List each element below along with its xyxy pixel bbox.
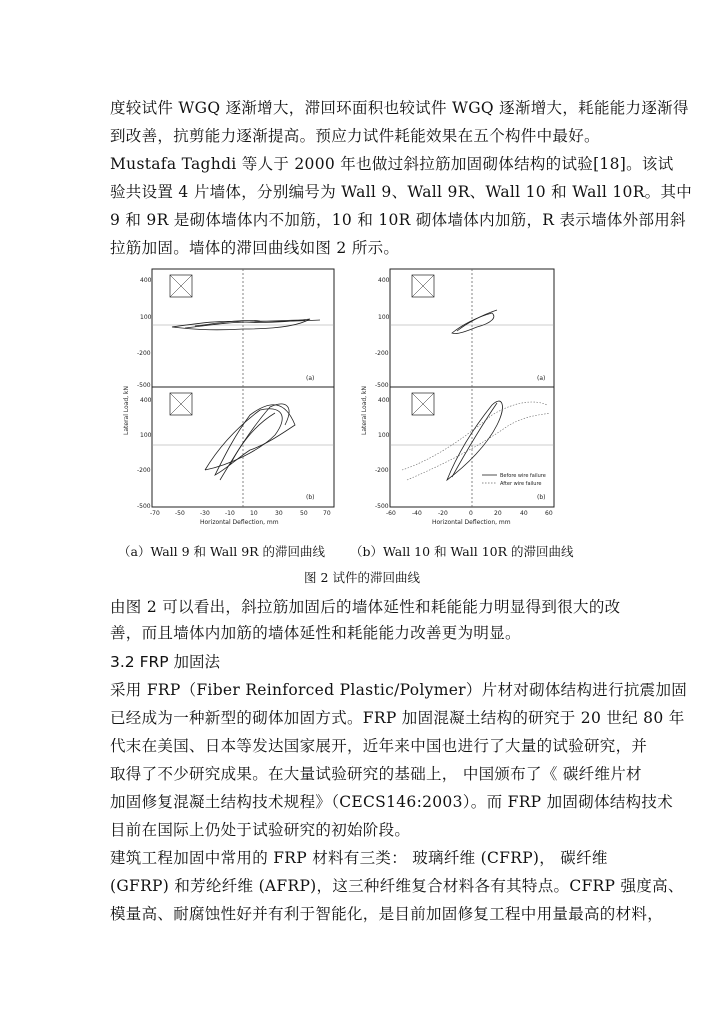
paragraph-line: 加固修复混凝土结构技术规程》（CECS146:2003）。而 FRP 加固砌体结构技术 [110, 793, 674, 811]
ytick-label: 400 [378, 397, 390, 404]
ytick-label: -200 [375, 350, 389, 357]
paragraph-line: 代末在美国、日本等发达国家展开，近年来中国也进行了大量的试验研究，并 [110, 737, 648, 755]
panel-label: (b) [306, 494, 315, 501]
legend-entry: Before wire failure [500, 473, 546, 479]
subfigure-caption: （b）Wall 10 和 Wall 10R 的滞回曲线 [350, 544, 574, 559]
paragraph-line: 由图 2 可以看出，斜拉筋加固后的墙体延性和耗能能力明显得到很大的改 [110, 598, 621, 616]
figure-title: 图 2 试件的滞回曲线 [304, 570, 420, 585]
panel-label: (a) [537, 375, 546, 382]
paragraph-line: 取得了不少研究成果。在大量试验研究的基础上， 中国颁布了《 碳纤维片材 [110, 765, 642, 783]
paragraph-line: 目前在国际上仍处于试验研究的初始阶段。 [110, 821, 411, 839]
section-heading: 3.2 FRP 加固法 [110, 653, 221, 671]
panel-label: (b) [537, 494, 546, 501]
xtick-label: 60 [545, 510, 553, 517]
ytick-label: -500 [137, 503, 151, 510]
xtick-label: 50 [300, 510, 308, 517]
xtick-label: 70 [323, 510, 331, 517]
paragraph-line: 善，而且墙体内加筋的墙体延性和耗能能力改善更为明显。 [110, 624, 521, 642]
xtick-label: 40 [520, 510, 528, 517]
y-axis-label: Lateral Load, kN [123, 386, 130, 435]
paragraph-line: 建筑工程加固中常用的 FRP 材料有三类： 玻璃纤维 (CFRP)， 碳纤维 [110, 849, 608, 867]
xtick-label: -50 [175, 510, 185, 517]
x-axis-label: Horizontal Deflection, mm [200, 519, 279, 526]
ytick-label: -500 [375, 503, 389, 510]
xtick-label: -20 [438, 510, 448, 517]
ytick-label: -500 [375, 382, 389, 389]
paragraph-line: 模量高、耐腐蚀性好并有利于智能化，是目前加固修复工程中用量最高的材料， [110, 905, 664, 923]
paragraph-line: 已经成为一种新型的砌体加固方式。FRP 加固混凝土结构的研究于 20 世纪 80 年 [110, 709, 685, 727]
paragraph-line: 到改善，抗剪能力逐渐提高。预应力试件耗能效果在五个构件中最好。 [110, 127, 600, 145]
xtick-label: -60 [386, 510, 396, 517]
paragraph-line: 验共设置 4 片墙体，分别编号为 Wall 9、Wall 9R、Wall 10 和 Wall 10R。其中 [110, 183, 693, 201]
paragraph-line: 度较试件 WGQ 逐渐增大，滞回环面积也较试件 WGQ 逐渐增大，耗能能力逐渐得 [110, 99, 689, 117]
panel-label: (a) [306, 375, 315, 382]
xtick-label: 30 [275, 510, 283, 517]
paragraph-line: (GFRP) 和芳纶纤维 (AFRP)，这三种纤维复合材料各有其特点。CFRP 强度高、 [110, 877, 684, 895]
ytick-label: 100 [140, 314, 152, 321]
paragraph-line: 采用 FRP（Fiber Reinforced Plastic/Polymer）片材对砌体结构进行抗震加固 [110, 681, 688, 699]
xtick-label: -10 [225, 510, 235, 517]
xtick-label: -70 [150, 510, 160, 517]
ytick-label: -200 [137, 467, 151, 474]
ytick-label: 100 [140, 432, 152, 439]
ytick-label: 400 [378, 277, 390, 284]
hysteresis-figure-left [110, 265, 340, 527]
ytick-label: 400 [140, 397, 152, 404]
legend-entry: After wire failure [500, 481, 542, 487]
xtick-label: 0 [469, 510, 473, 517]
paragraph-line: 9 和 9R 是砌体墙体内不加筋，10 和 10R 砌体墙体内加筋，R 表示墙体外部用斜 [110, 211, 686, 229]
x-axis-label: Horizontal Deflection, mm [432, 519, 511, 526]
hysteresis-figure-right [352, 265, 567, 527]
ytick-label: -200 [375, 467, 389, 474]
ytick-label: 100 [378, 314, 390, 321]
paragraph-line: 拉筋加固。墙体的滞回曲线如图 2 所示。 [110, 239, 400, 257]
ytick-label: -500 [137, 382, 151, 389]
xtick-label: -30 [200, 510, 210, 517]
subfigure-caption: （a）Wall 9 和 Wall 9R 的滞回曲线 [118, 544, 326, 559]
ytick-label: -200 [137, 350, 151, 357]
xtick-label: 10 [250, 510, 258, 517]
ytick-label: 100 [378, 432, 390, 439]
paragraph-line: Mustafa Taghdi 等人于 2000 年也做过斜拉筋加固砌体结构的试验[18]。该试 [110, 155, 674, 173]
y-axis-label: Lateral Load, kN [361, 386, 368, 435]
xtick-label: 20 [494, 510, 502, 517]
ytick-label: 400 [140, 277, 152, 284]
xtick-label: -40 [412, 510, 422, 517]
